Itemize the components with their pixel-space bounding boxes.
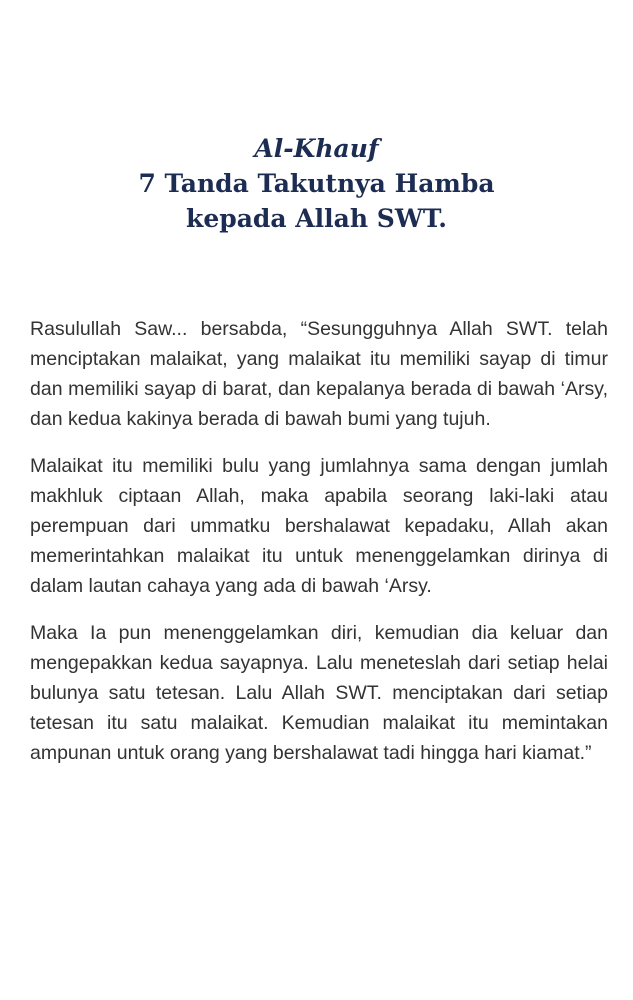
paragraph-3: Maka Ia pun menenggelamkan diri, kemudian dia keluar dan mengepakkan kedua sayapnya. Lalu meneteslah dari setiap helai bulunya satu tetesan. Lalu Allah SWT. menciptakan dari setiap tetesan itu satu malaikat. Kemudian malaikat itu memintakan ampunan untuk orang yang bershalawat tadi hingga hari kiamat.” (30, 622, 608, 764)
paragraph-1: Rasulullah Saw... bersabda, “Sesungguhnya Allah SWT. telah menciptakan malaikat, yang malaikat itu memiliki sayap di timur dan memiliki sayap di barat, dan kepalanya berada di bawah ‘Arsy, dan kedua kakinya berada di bawah bumi yang tujuh. (30, 318, 608, 430)
title-line-3: kepada Allah SWT. (186, 204, 447, 233)
title-line-2: 7 Tanda Takutnya Hamba (138, 169, 495, 198)
page-title (0, 131, 633, 236)
body-text (30, 314, 608, 785)
title-line-1: Al-Khauf (254, 134, 379, 163)
paragraph-2: Malaikat itu memiliki bulu yang jumlahnya sama dengan jumlah makhluk ciptaan Allah, maka apabila seorang laki-laki atau perempuan dari ummatku bershalawat kepadaku, Allah akan memerintahkan malaikat itu untuk menenggelamkan dirinya di dalam lautan cahaya yang ada di bawah ‘Arsy. (30, 455, 608, 597)
